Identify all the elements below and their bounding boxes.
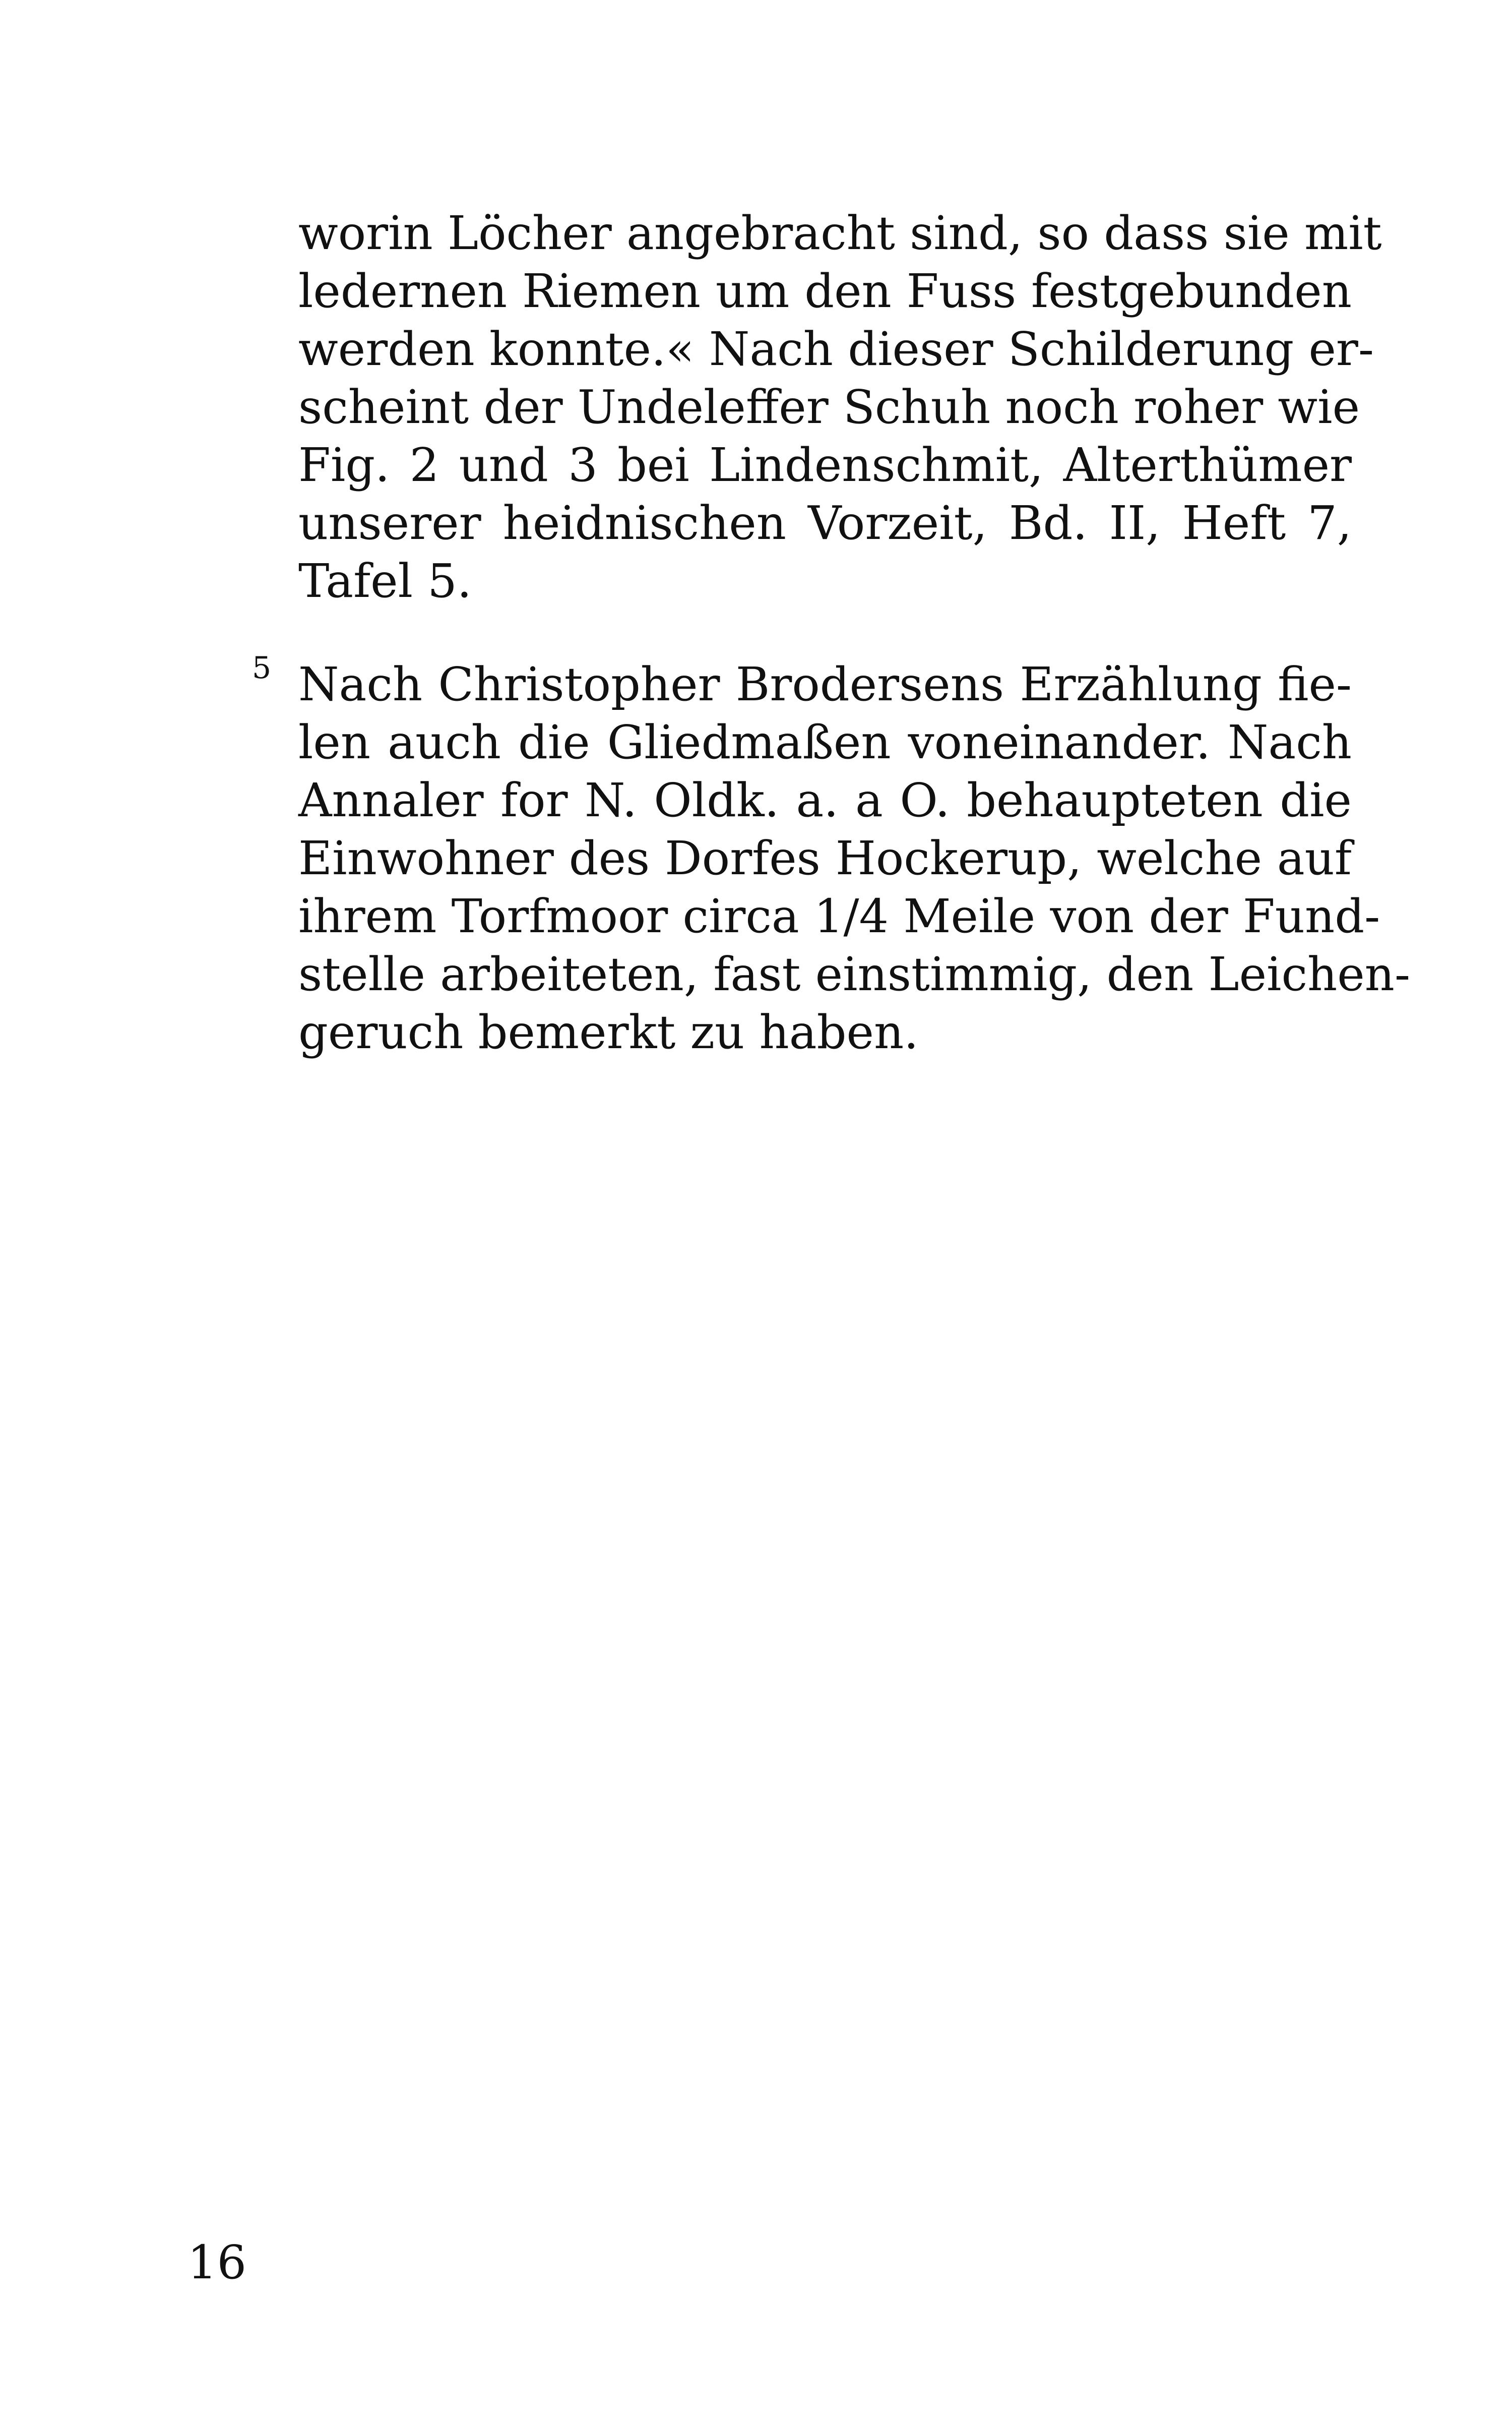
page-number: 16: [187, 2235, 247, 2289]
text-line: werden konnte.« Nach dieser Schilderung er-: [298, 322, 1374, 376]
text-line: Annaler for N. Oldk. a. a O. behaupteten die: [298, 773, 1352, 827]
text-line: scheint der Undeleffer Schuh noch roher wie: [298, 380, 1360, 434]
text-line: geruch bemerkt zu haben.: [298, 1005, 919, 1059]
footnote-continuation: [298, 204, 1382, 610]
text-line: Fig. 2 und 3 bei Lindenschmit, Alterthümer: [298, 438, 1352, 492]
footnote-5: [298, 655, 1411, 1061]
text-line: worin Löcher angebracht sind, so dass sie mit: [298, 206, 1382, 260]
text-line: unserer heidnischen Vorzeit, Bd. II, Heft 7,: [298, 496, 1352, 550]
text-line: stelle arbeiteten, fast einstimmig, den Leichen-: [298, 947, 1411, 1001]
footnote-marker: 5: [252, 650, 272, 686]
text-line: Tafel 5.: [298, 554, 472, 608]
text-line: Nach Christopher Brodersens Erzählung fie-: [298, 657, 1352, 711]
text-line: ledernen Riemen um den Fuss festgebunden: [298, 264, 1352, 318]
text-line: ihrem Torfmoor circa 1/4 Meile von der Fund-: [298, 889, 1380, 943]
text-line: len auch die Gliedmaßen voneinander. Nach: [298, 715, 1352, 769]
text-line: Einwohner des Dorfes Hockerup, welche auf: [298, 831, 1352, 885]
